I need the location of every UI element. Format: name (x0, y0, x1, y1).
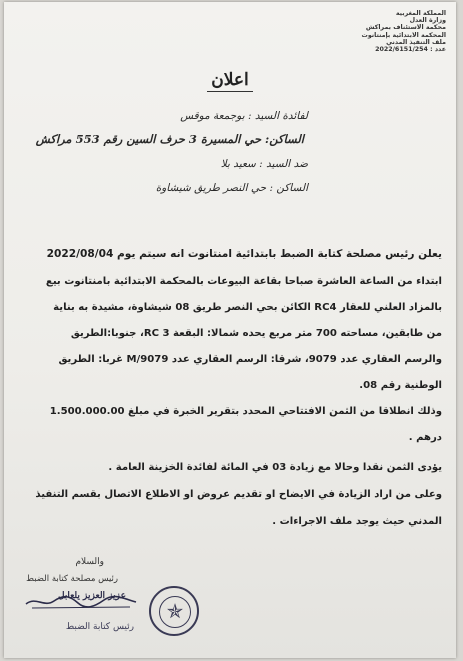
beneficiary-address: الساكن: حي المسيرة 3 حرف السين رقم 553 مراكش (35, 132, 304, 146)
notice-body-line: بالمزاد العلني للعقار RC4 الكائن بحي النصر طريق 08 شيشاوة، مشيدة به بناية (53, 302, 442, 313)
signatory-role: رئيس مصلحة كتابة الضبط (26, 574, 118, 584)
notice-body-line: المدني حيث يوجد ملف الاجراءات . (272, 516, 442, 527)
notice-body-line: يؤدى الثمن نقدا وحالا مع زيادة 03 في المائة لفائدة الخزينة العامة . (108, 462, 442, 473)
stamp-caption: رئيس كتابة الضبط (65, 622, 134, 632)
notice-body-line: وعلى من اراد الزيادة في الايضاح او تقديم عروض او الاطلاع الاتصال بقسم التنفيذ (35, 489, 442, 500)
notice-body-line: درهم . (408, 432, 442, 443)
file-number: 2022/6151/254 (375, 46, 428, 54)
beneficiary-name: لفائدة السيد : بوجمعة موقس (180, 110, 308, 122)
letterhead-line: ملف التنفيذ المدني (386, 38, 446, 46)
notice-body-line: وذلك انطلاقا من الثمن الافتتاحي المحدد بتقرير الخبرة في مبلغ 1.500.000.00 (49, 406, 442, 417)
file-reference (334, 46, 446, 53)
notice-body-line: والرسم العقاري عدد 9079، شرقا: الرسم العقاري عدد M/9079 غربا: الطريق (58, 354, 442, 365)
file-number-label: عدد : (430, 46, 446, 54)
defendant-address: الساكن : حي النصر طريق شيشاوة (155, 182, 308, 194)
signatory-name: عزيز العزيز يلعابل (58, 591, 126, 601)
letterhead (334, 10, 446, 53)
letterhead-line: المحكمة الابتدائية بإمنتانوت (361, 31, 446, 39)
official-seal (149, 586, 199, 636)
notice-body-line: ابتداء من الساعة العاشرة صباحا بقاعة البيوعات بالمحكمة الابتدائية بامنتانوت بيع (45, 276, 442, 287)
notice-body-line: يعلن رئيس مصلحة كتابة الضبط بابتدائية امنتانوت انه سيتم يوم 2022/08/04 (46, 248, 442, 260)
letterhead-line: المملكة المغربية (395, 10, 446, 17)
notice-body-line: الوطنية رقم 08. (359, 380, 442, 391)
document-title (4, 70, 456, 90)
letterhead-line: محكمة الاستئناف بمراكش (365, 24, 446, 32)
star-emblem-icon: ✯ (159, 596, 191, 628)
document-title-text: اعلان (207, 70, 253, 92)
notice-body-line: من طابقين، مساحته 700 متر مربع يحده شمالا: البقعة RC 3، جنوبا:الطريق (70, 328, 442, 339)
defendant-name: ضد السيد : سعيد بلا (220, 158, 308, 170)
document-page (4, 2, 456, 658)
closing-greeting: والسلام (75, 557, 104, 567)
letterhead-line: وزارة العدل (409, 17, 446, 25)
